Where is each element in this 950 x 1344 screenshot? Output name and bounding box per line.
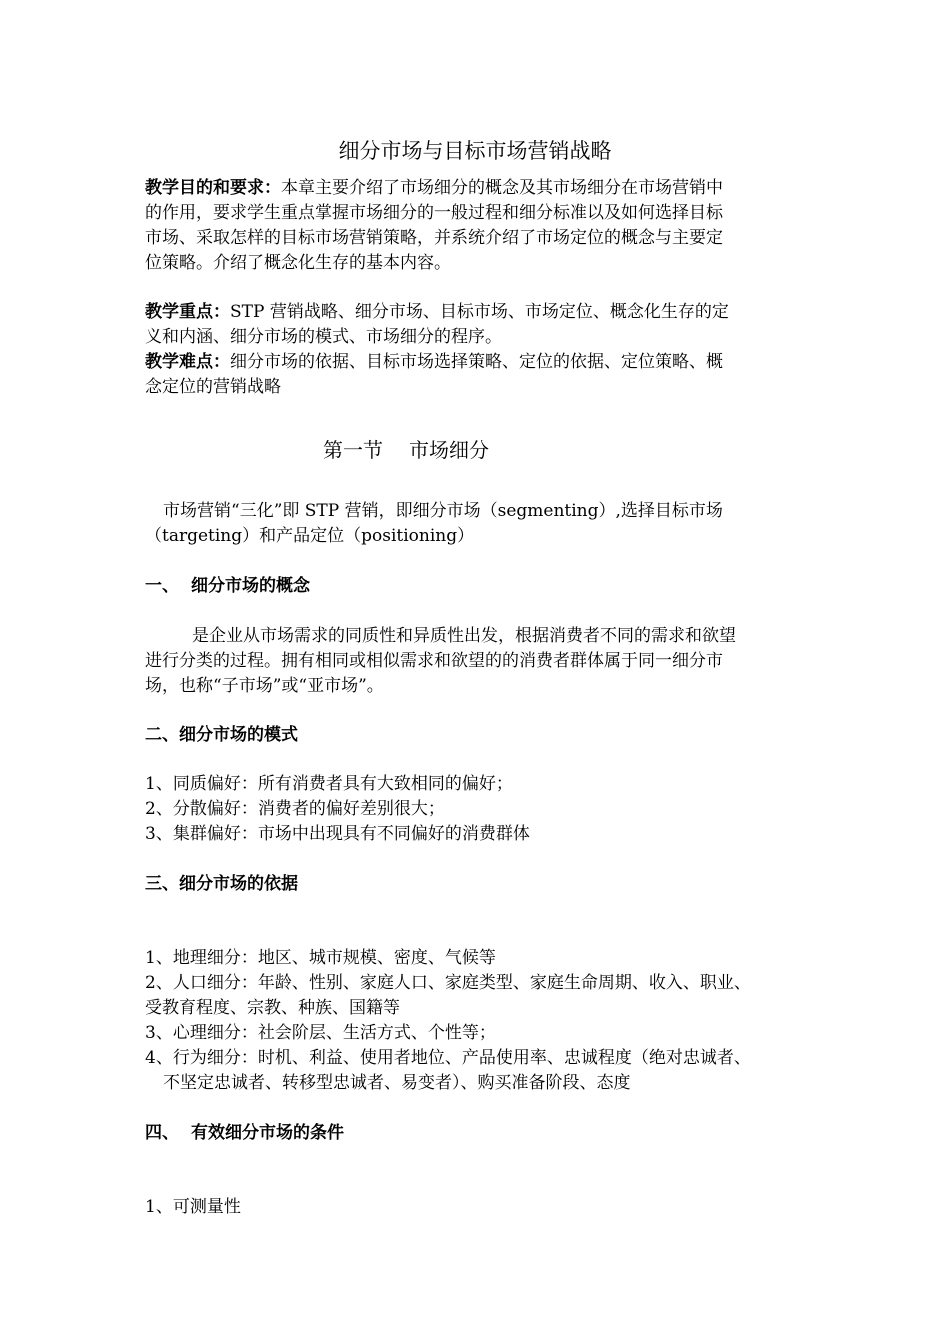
section-number: 第一节 (323, 438, 383, 462)
heading-conditions-title: 有效细分市场的条件 (191, 1123, 344, 1143)
key-points-label: 教学重点： (145, 302, 230, 322)
document-title: 细分市场与目标市场营销战略 (338, 139, 612, 163)
pattern-item-1: 1、同质偏好：所有消费者具有大致相同的偏好； (145, 774, 513, 794)
difficult-points-line-2: 念定位的营销战略 (145, 377, 281, 397)
intro-line-1: 市场营销“三化”即 STP 营销，即细分市场（segmenting）,选择目标市场 (163, 501, 723, 521)
basis-item-2: 2、人口细分：年龄、性别、家庭人口、家庭类型、家庭生命周期、收入、职业、 (145, 973, 751, 993)
objectives-text-1: 本章主要介绍了市场细分的概念及其市场细分在市场营销中 (281, 178, 723, 198)
condition-item-1: 1、可测量性 (145, 1197, 241, 1217)
basis-item-4-cont: 不坚定忠诚者、转移型忠诚者、易变者）、购买准备阶段、态度 (163, 1073, 631, 1093)
basis-item-2-cont: 受教育程度、宗教、种族、国籍等 (145, 998, 400, 1018)
concept-line-2: 进行分类的过程。拥有相同或相似需求和欲望的的消费者群体属于同一细分市 (145, 651, 723, 671)
objectives-line-1 (145, 176, 723, 201)
pattern-item-3: 3、集群偏好：市场中出现具有不同偏好的消费群体 (145, 824, 530, 844)
basis-item-1: 1、地理细分：地区、城市规模、密度、气候等 (145, 948, 496, 968)
section-heading (323, 436, 489, 464)
key-points-text-1: STP 营销战略、细分市场、目标市场、市场定位、概念化生存的定 (230, 302, 729, 322)
heading-patterns: 二、细分市场的模式 (145, 725, 298, 745)
objectives-line-4: 位策略。介绍了概念化生存的基本内容。 (145, 253, 451, 273)
concept-line-1: 是企业从市场需求的同质性和异质性出发，根据消费者不同的需求和欲望 (192, 626, 736, 646)
objectives-label: 教学目的和要求： (145, 178, 281, 198)
difficult-points-text-1: 细分市场的依据、目标市场选择策略、定位的依据、定位策略、概 (230, 352, 723, 372)
difficult-points-line-1 (145, 350, 723, 375)
basis-item-4: 4、行为细分：时机、利益、使用者地位、产品使用率、忠诚程度（绝对忠诚者、 (145, 1048, 751, 1068)
heading-conditions-number: 四、 (145, 1123, 179, 1143)
heading-concept-title: 细分市场的概念 (191, 576, 310, 596)
difficult-points-label: 教学难点： (145, 352, 230, 372)
key-points-line-1 (145, 300, 729, 325)
concept-line-3: 场，也称“子市场”或“亚市场”。 (145, 676, 384, 696)
objectives-line-2: 的作用，要求学生重点掌握市场细分的一般过程和细分标准以及如何选择目标 (145, 203, 723, 223)
intro-line-2: （targeting）和产品定位（positioning） (145, 526, 475, 546)
heading-concept (145, 574, 310, 599)
pattern-item-2: 2、分散偏好：消费者的偏好差别很大； (145, 799, 445, 819)
heading-concept-number: 一、 (145, 576, 179, 596)
section-title: 市场细分 (409, 438, 489, 462)
heading-bases: 三、细分市场的依据 (145, 874, 298, 894)
key-points-line-2: 义和内涵、细分市场的模式、市场细分的程序。 (145, 327, 502, 347)
objectives-line-3: 市场、采取怎样的目标市场营销策略，并系统介绍了市场定位的概念与主要定 (145, 228, 723, 248)
basis-item-3: 3、心理细分：社会阶层、生活方式、个性等； (145, 1023, 496, 1043)
heading-conditions (145, 1121, 344, 1146)
